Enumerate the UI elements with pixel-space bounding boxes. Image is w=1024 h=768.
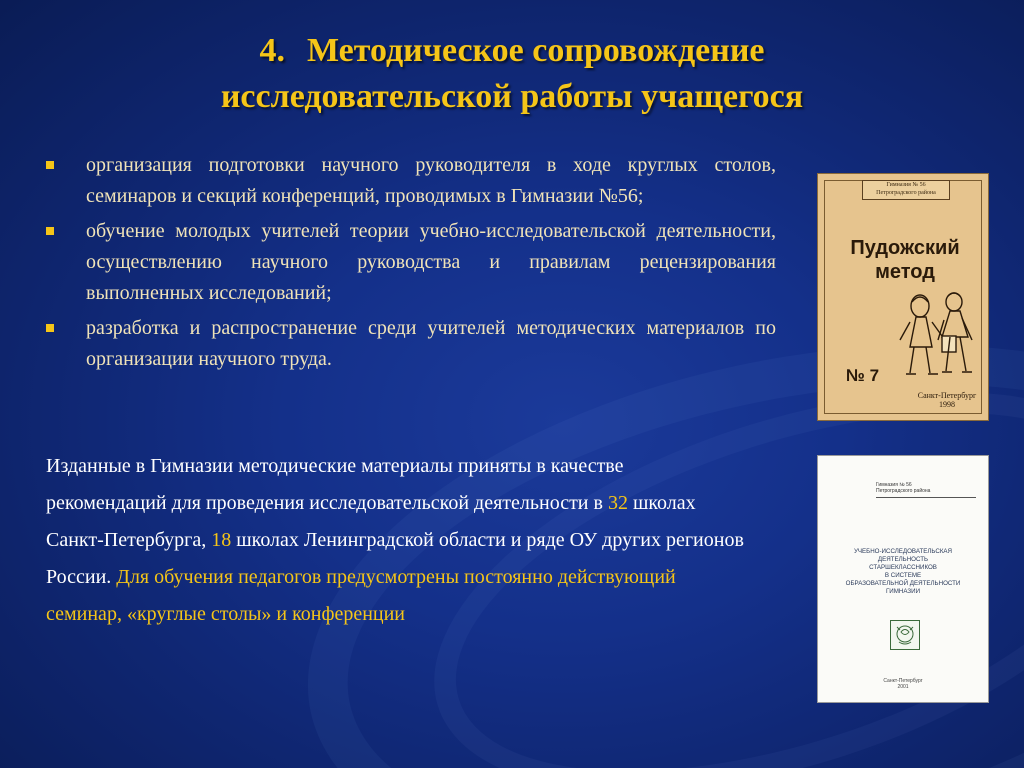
book-cover-imprint [914, 391, 980, 409]
book-cover-title-line: УЧЕБНО-ИССЛЕДОВАТЕЛЬСКАЯ [853, 548, 953, 555]
book-cover-year: 1998 [939, 400, 955, 409]
cartoon-figures-illustration [892, 292, 982, 384]
bullet-marker-icon [46, 227, 54, 235]
book-cover-title-line: В СИСТЕМЕ [884, 572, 922, 579]
book-cover-pudozh-method [818, 174, 988, 420]
book-cover-header-line: Гимназия № 56 [886, 182, 926, 188]
seminar-text: Для обучения педагогов предусмотрены постоянно действующий семинар, «круглые столы» и конференции [46, 566, 676, 625]
book-cover-title-line: Пудожский [850, 237, 960, 259]
summary-paragraph [46, 448, 746, 633]
bullet-text: организация подготовки научного руководителя в ходе круглых столов, семинаров и секций конференций, проводимых в Гимназии №56; [86, 154, 776, 207]
book-cover-imprint [858, 678, 948, 690]
book-cover-header [862, 180, 950, 200]
book-cover-title-line: метод [875, 261, 935, 283]
book-cover-year: 2001 [897, 684, 909, 690]
summary-text: школах Санкт-Петербурга, [46, 492, 696, 551]
slide-title-text-1: Методическое сопровождение [306, 32, 765, 69]
book-cover-title-line: СТАРШЕКЛАССНИКОВ [869, 564, 937, 571]
book-cover-title [832, 236, 978, 284]
schools-lo-count: 18 [211, 529, 232, 551]
book-cover-header-line: Петроградского района [876, 488, 931, 494]
school-emblem-icon [890, 620, 920, 650]
bullet-item [44, 216, 776, 309]
book-cover-title-line: ГИМНАЗИИ [885, 588, 921, 595]
summary-text: школах Ленинградской области и ряде ОУ других регионов России. [46, 529, 744, 588]
book-cover-city: Санкт-Петербург [883, 678, 923, 684]
bullet-list [44, 150, 776, 379]
bullet-item [44, 150, 776, 212]
slide-title [0, 28, 1024, 120]
slide-title-line-2: исследовательской работы учащегося [220, 78, 804, 115]
bullet-text: обучение молодых учителей теории учебно-исследовательской деятельности, осуществлению научного руководства и правилам рецензирования выполненных исследований; [86, 220, 776, 304]
summary-text: Изданные в Гимназии методические материалы приняты в качестве рекомендаций для проведения исследовательской деятельности в [46, 455, 624, 514]
slide-title-line-1 [0, 28, 1024, 74]
bullet-item [44, 313, 776, 375]
book-cover-number: № 7 [846, 366, 880, 385]
bullet-marker-icon [46, 324, 54, 332]
book-cover-title-line: ДЕЯТЕЛЬНОСТЬ [877, 556, 929, 563]
book-cover-header [876, 482, 976, 494]
book-cover-research-activity [818, 456, 988, 702]
book-cover-city: Санкт-Петербург [917, 391, 977, 400]
schools-spb-count: 32 [607, 492, 628, 514]
bullet-text: разработка и распространение среди учителей методических материалов по организации научного труда. [86, 317, 776, 370]
book-cover-title-line: ОБРАЗОВАТЕЛЬНОЙ ДЕЯТЕЛЬНОСТИ [845, 580, 961, 587]
slide-title-number: 4. [259, 32, 285, 69]
book-cover-header-line: Петроградского района [876, 190, 936, 196]
bullet-marker-icon [46, 161, 54, 169]
book-cover-title [832, 548, 974, 596]
book-cover-divider [876, 497, 976, 498]
book-cover-header-line: Гимназия № 56 [876, 482, 912, 488]
